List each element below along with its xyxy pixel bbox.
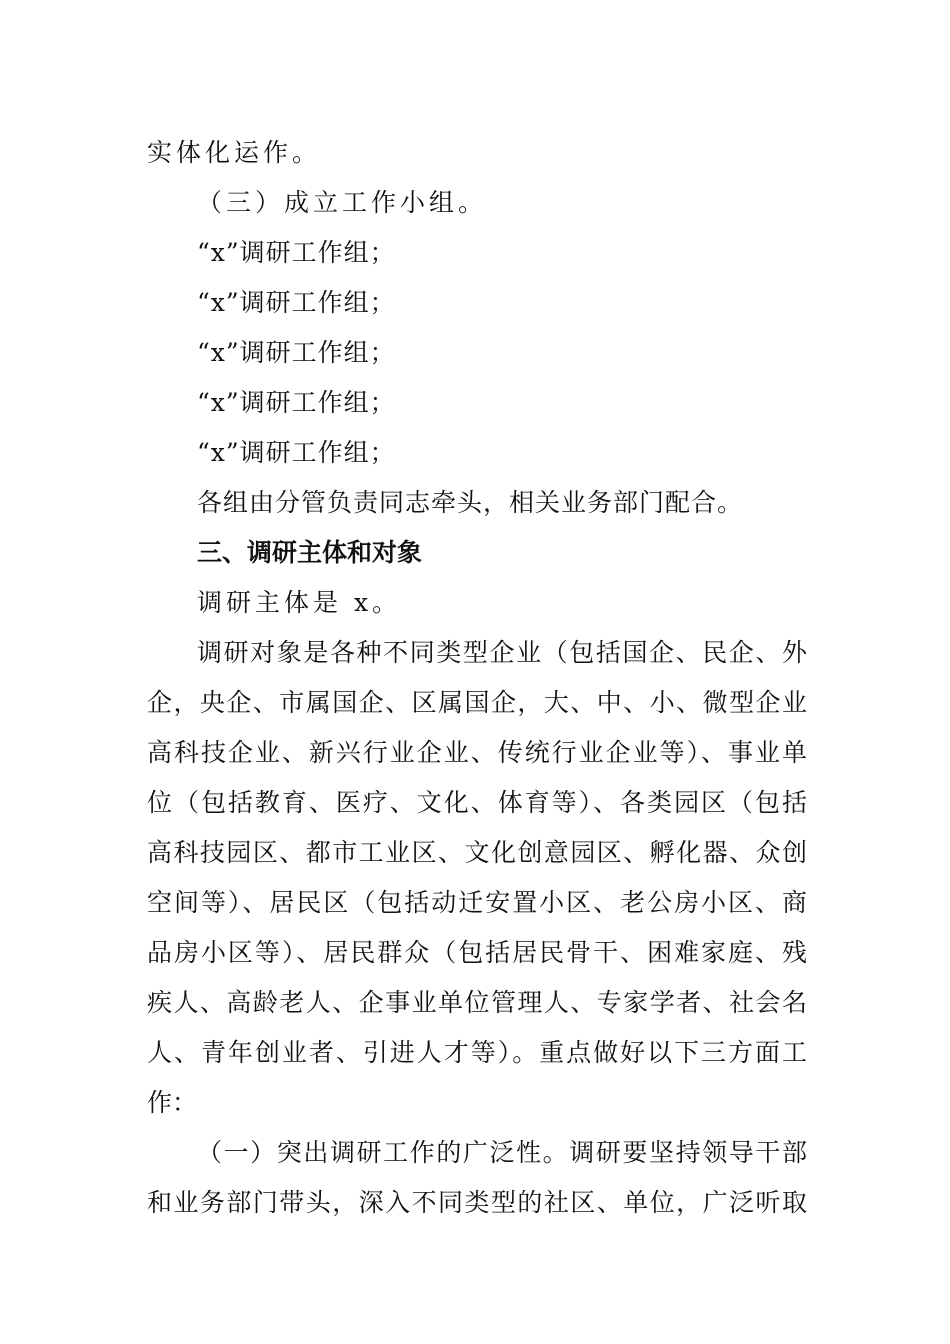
- section-heading: 三、调研主体和对象: [197, 538, 423, 567]
- paragraph-line: 高科技企业、新兴行业企业、传统行业企业等）、事业单: [147, 738, 807, 767]
- paragraph-line: 人、青年创业者、引进人才等）。重点做好以下三方面工: [147, 1038, 807, 1067]
- working-group-item: “x”调研工作组；: [197, 288, 396, 317]
- working-group-item: “x”调研工作组；: [197, 438, 396, 467]
- paragraph-line: 品房小区等）、居民群众（包括居民骨干、困难家庭、残: [147, 938, 807, 967]
- paragraph-line: 疾人、高龄老人、企事业单位管理人、专家学者、社会名: [147, 988, 807, 1017]
- paragraph-line: 调研对象是各种不同类型企业（包括国企、民企、外: [197, 638, 807, 667]
- paragraph-line: 调研主体是 x。: [197, 588, 402, 617]
- paragraph-line: 企，央企、市属国企、区属国企，大、中、小、微型企业: [147, 688, 807, 717]
- section-subheading: （三）成立工作小组。: [197, 188, 488, 217]
- paragraph-line: 实体化运作。: [147, 138, 322, 167]
- paragraph-line: 和业务部门带头，深入不同类型的社区、单位，广泛听取: [147, 1188, 807, 1217]
- working-group-item: “x”调研工作组；: [197, 388, 396, 417]
- paragraph-line: 作：: [147, 1088, 198, 1117]
- paragraph-line: 空间等）、居民区（包括动迁安置小区、老公房小区、商: [147, 888, 807, 917]
- paragraph-line: 位（包括教育、医疗、文化、体育等）、各类园区（包括: [147, 788, 807, 817]
- document-body: [147, 128, 807, 1228]
- working-group-item: “x”调研工作组；: [197, 238, 396, 267]
- working-group-item: “x”调研工作组；: [197, 338, 396, 367]
- paragraph-line: 高科技园区、都市工业区、文化创意园区、孵化器、众创: [147, 838, 807, 867]
- paragraph-line: 各组由分管负责同志牵头，相关业务部门配合。: [197, 488, 744, 517]
- section-subheading: （一）突出调研工作的广泛性。调研要坚持领导干部: [197, 1138, 807, 1167]
